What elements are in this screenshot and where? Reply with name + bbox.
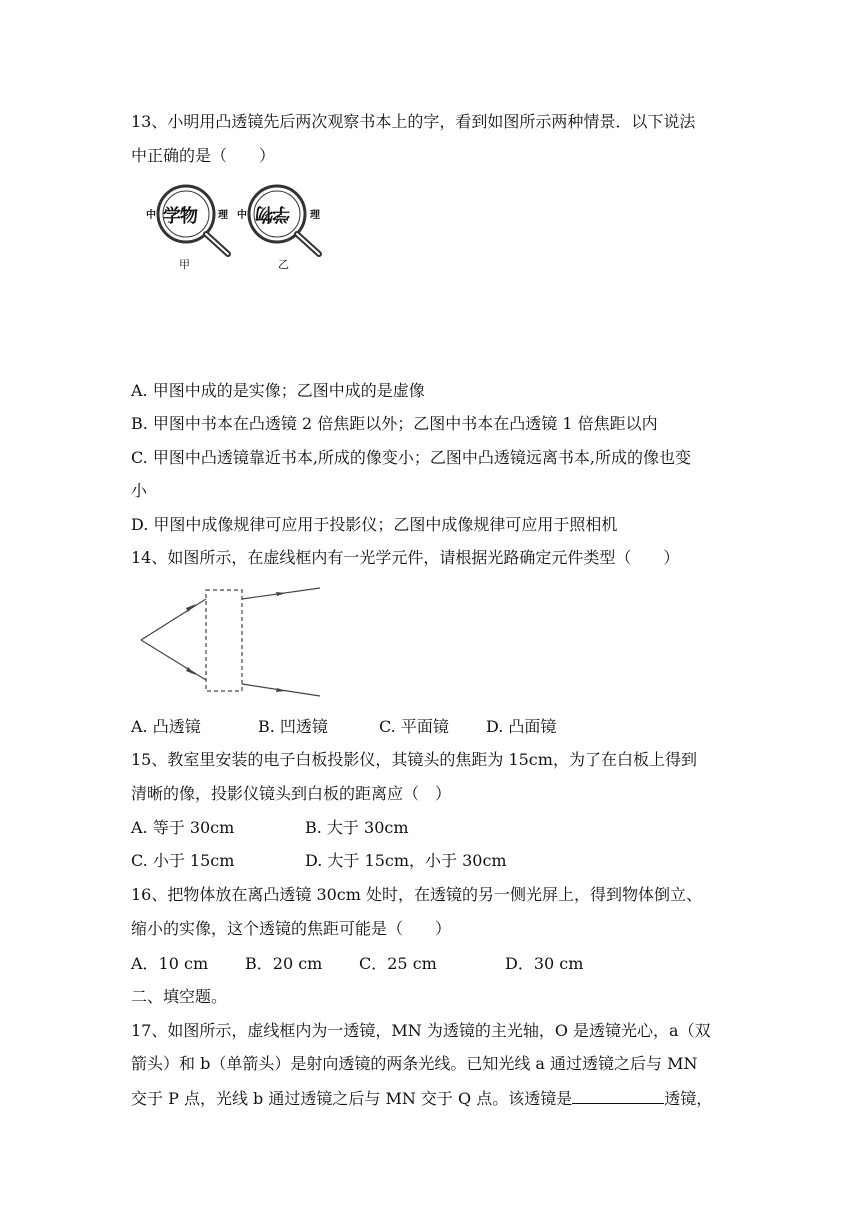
q14-option-d: D. 凸面镜 xyxy=(486,717,557,736)
q15-option-a: A. 等于 30cm xyxy=(131,818,235,837)
q16-option-c: C．25 cm xyxy=(359,954,437,973)
q13-stem-line2: 中正确的是（ ） xyxy=(131,146,276,165)
q14-optical-path-figure xyxy=(136,584,326,699)
q13-stem-line1: 13、小明用凸透镜先后两次观察书本上的字，看到如图所示两种情景．以下说法 xyxy=(131,112,696,131)
q15-option-b: B. 大于 30cm xyxy=(305,818,409,837)
q17-line2: 箭头）和 b（单箭头）是射向透镜的两条光线。已知光线 a 通过透镜之后与 MN xyxy=(131,1054,698,1073)
q14-option-b: B. 凹透镜 xyxy=(258,717,328,736)
q16-stem-line1: 16、把物体放在离凸透镜 30cm 处时，在透镜的另一侧光屏上，得到物体倒立、 xyxy=(131,885,703,904)
q13-option-a: A. 甲图中成的是实像；乙图中成的是虚像 xyxy=(131,381,425,400)
q17-line1: 17、如图所示，虚线框内为一透镜，MN 为透镜的主光轴，O 是透镜光心，a（双 xyxy=(131,1021,711,1040)
q17-line3-prefix: 交于 P 点，光线 b 通过透镜之后与 MN 交于 Q 点。该透镜是 xyxy=(131,1089,573,1108)
fig-label-yi: 乙 xyxy=(278,258,289,271)
fig-side-text-left-1: 中 xyxy=(146,210,156,221)
q13-option-d: D. 甲图中成像规律可应用于投影仪；乙图中成像规律可应用于照相机 xyxy=(131,515,618,534)
q16-option-a: A．10 cm xyxy=(131,954,209,973)
fig-side-text-right-1: 理 xyxy=(218,210,228,221)
q16-stem-line2: 缩小的实像，这个透镜的焦距可能是（ ） xyxy=(131,919,452,938)
light-path-diagram xyxy=(136,584,326,699)
q16-option-b: B．20 cm xyxy=(245,954,323,973)
fig-label-jia: 甲 xyxy=(179,258,190,271)
q17-line3-suffix: 透镜， xyxy=(664,1089,713,1108)
q15-stem-line1: 15、教室里安装的电子白板投影仪，其镜头的焦距为 15cm，为了在白板上得到 xyxy=(131,750,697,769)
fig-side-text-right-2: 理 xyxy=(310,210,320,221)
section-heading-fill-in: 二、填空题。 xyxy=(131,987,228,1006)
q13-option-c-line2: 小 xyxy=(131,481,148,500)
q15-option-c: C. 小于 15cm xyxy=(131,851,235,870)
q15-option-d: D. 大于 15cm，小于 30cm xyxy=(305,851,507,870)
q14-option-a: A. 凸透镜 xyxy=(131,717,201,736)
fig-magnified-text-jia: 学物 xyxy=(163,206,197,227)
fig-inverted-text-yi: 学物 xyxy=(256,203,290,224)
q15-stem-line2: 清晰的像，投影仪镜头到白板的距离应（ ） xyxy=(131,784,452,803)
fig-side-text-left-2: 中 xyxy=(237,210,247,221)
answer-blank[interactable] xyxy=(572,1087,664,1104)
q14-option-c: C. 平面镜 xyxy=(379,717,449,736)
q14-stem: 14、如图所示，在虚线框内有一光学元件，请根据光路确定元件类型（ ） xyxy=(131,548,680,567)
q16-option-d: D．30 cm xyxy=(505,954,584,973)
q17-line3 xyxy=(131,1087,712,1110)
q13-option-c-line1: C. 甲图中凸透镜靠近书本,所成的像变小；乙图中凸透镜远离书本,所成的像也变 xyxy=(131,448,692,467)
q13-magnifier-figure xyxy=(140,180,340,275)
q13-option-b: B. 甲图中书本在凸透镜 2 倍焦距以外；乙图中书本在凸透镜 1 倍焦距以内 xyxy=(131,414,658,433)
